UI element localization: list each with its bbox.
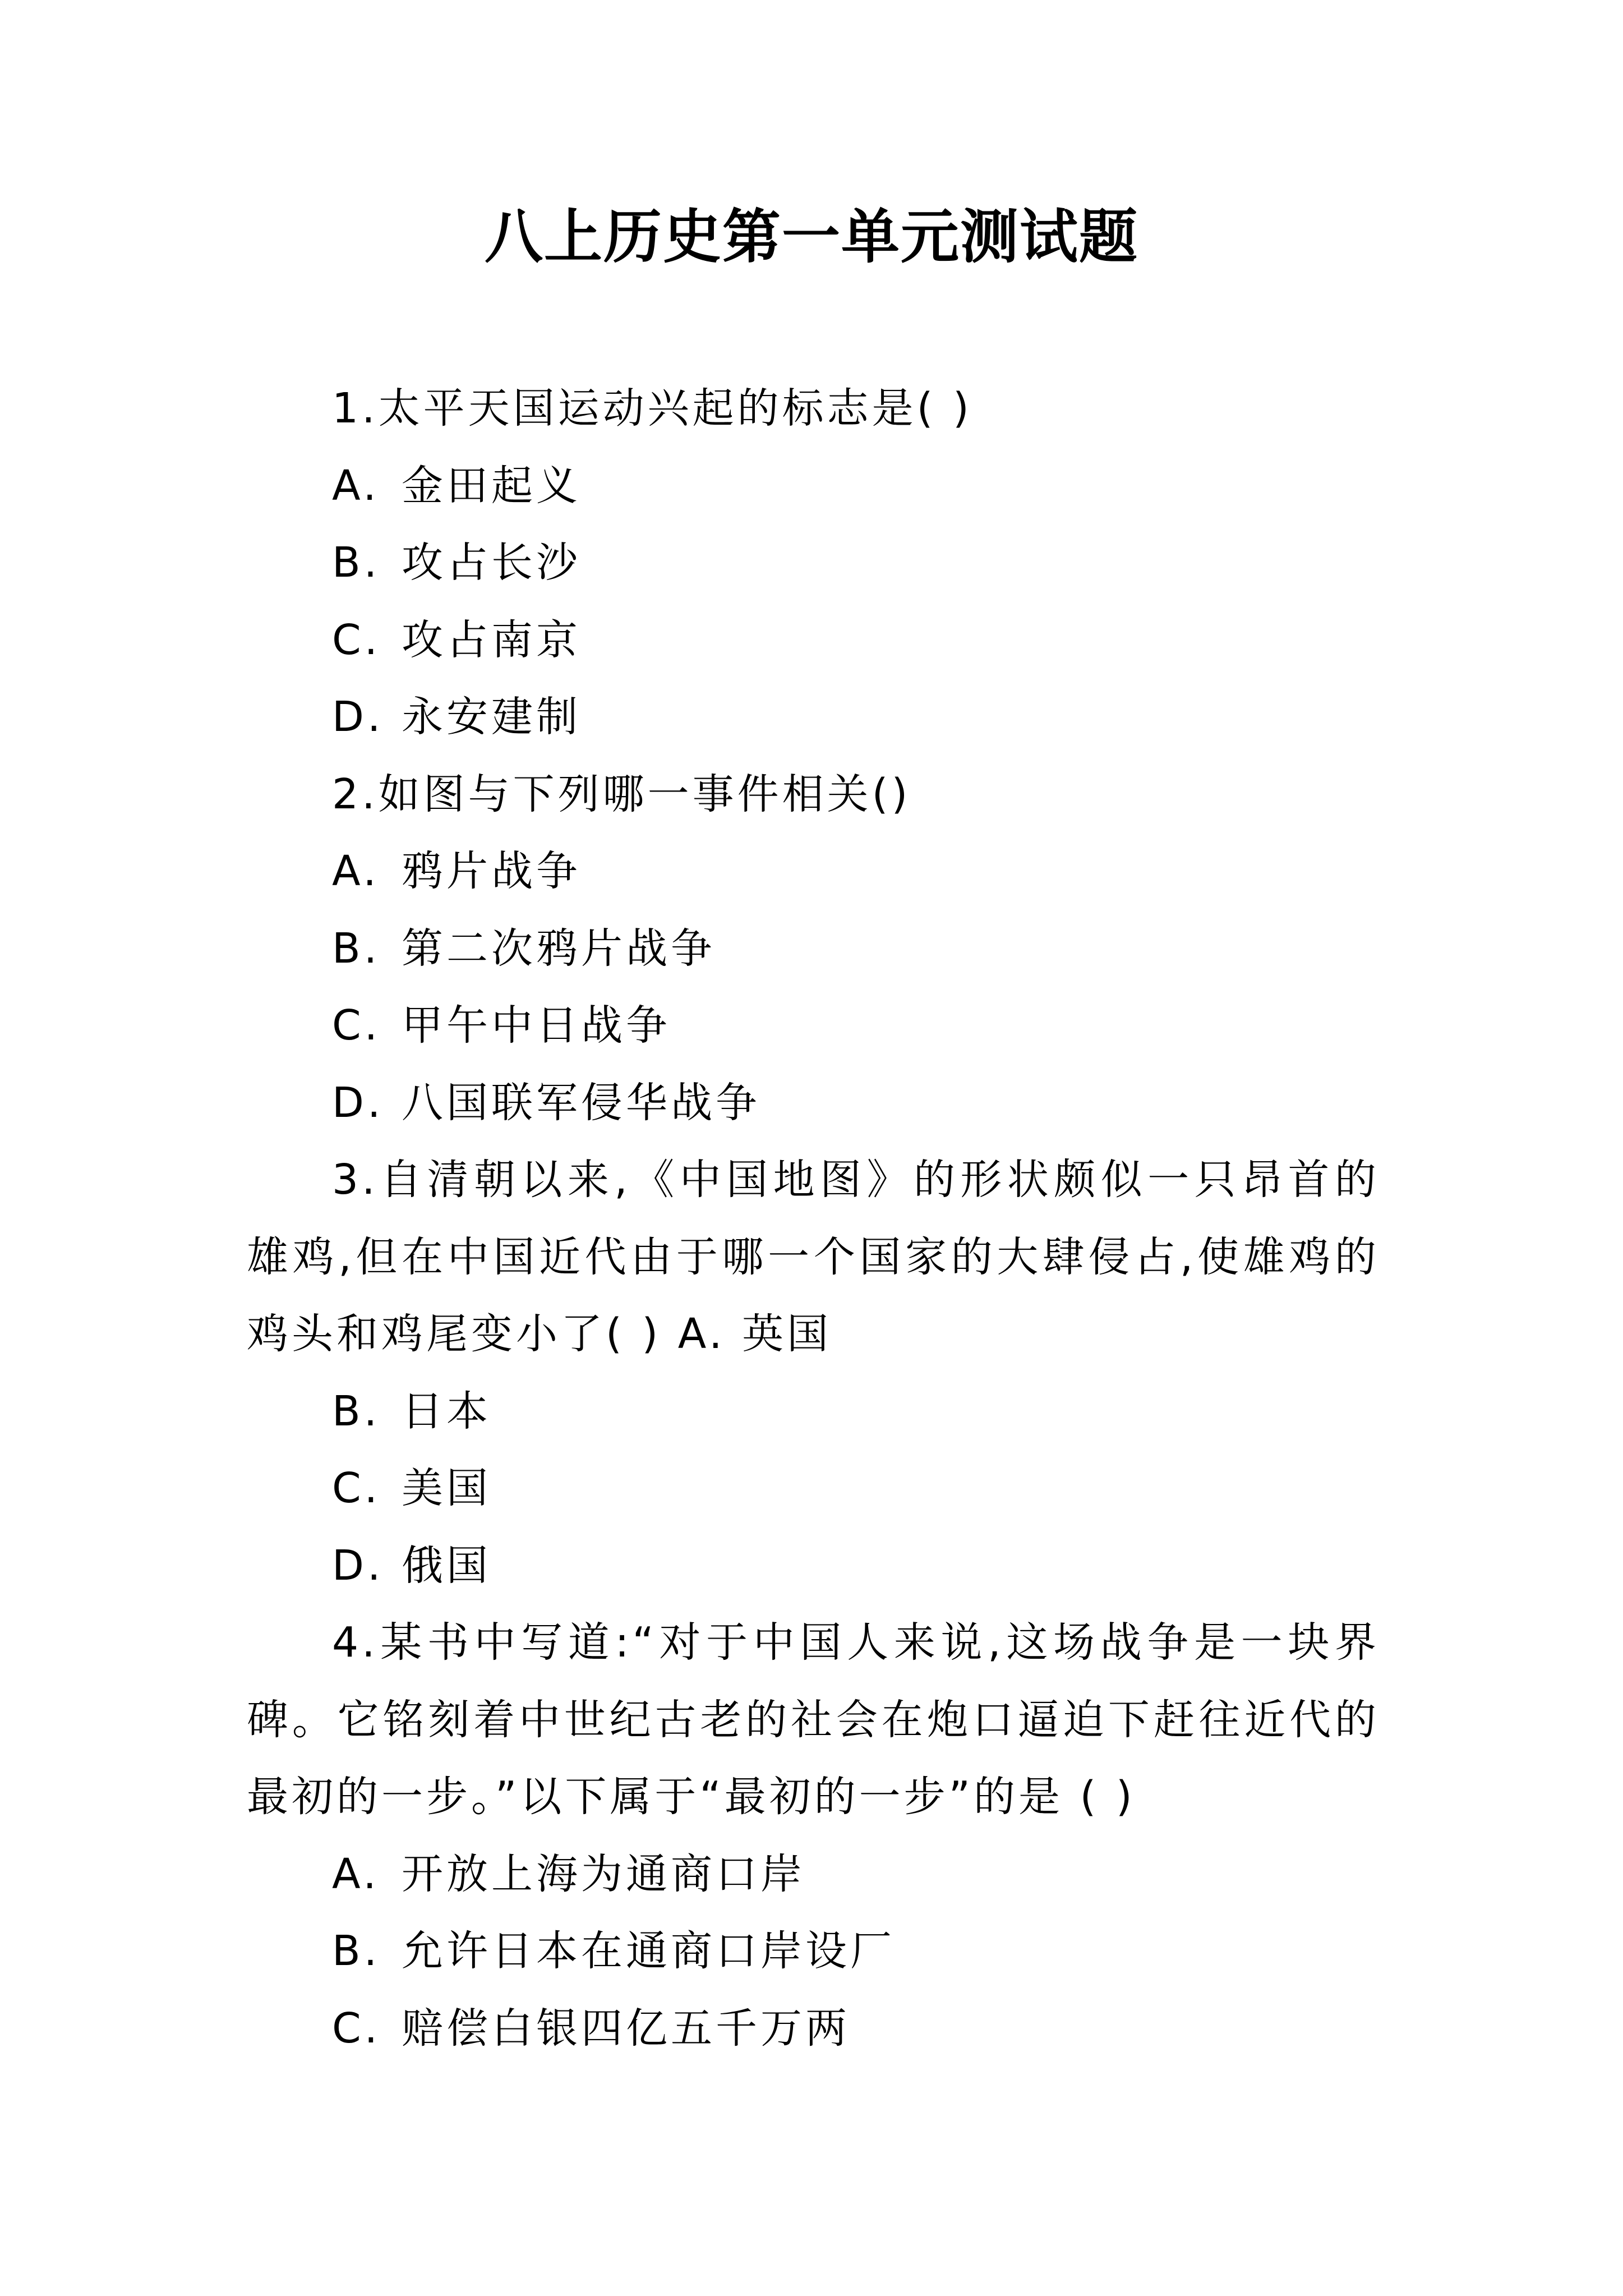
option-text: 日本 bbox=[402, 1387, 491, 1435]
option-text: 攻占南京 bbox=[402, 615, 581, 664]
question-4-option-b bbox=[247, 1913, 1380, 1990]
option-text: 甲午中日战争 bbox=[402, 1001, 671, 1050]
question-3-stem: 3.自清朝以来,《中国地图》的形状颇似一只昂首的雄鸡,但在中国近代由于哪一个国家的大肆侵占,使雄鸡的鸡头和鸡尾变小了( ) A. 英国 bbox=[247, 1156, 1380, 1358]
option-letter: A. bbox=[332, 461, 380, 510]
option-letter: D. bbox=[332, 1541, 384, 1590]
question-1-option-d bbox=[247, 679, 1380, 756]
option-letter: D. bbox=[332, 693, 384, 741]
question-2-option-c bbox=[247, 987, 1380, 1065]
option-text: 美国 bbox=[402, 1464, 491, 1512]
question-2-option-a bbox=[247, 833, 1380, 910]
question-1-option-a bbox=[247, 448, 1380, 525]
question-4-option-a bbox=[247, 1836, 1380, 1913]
question-2-option-d bbox=[247, 1065, 1380, 1142]
option-letter: D. bbox=[332, 1078, 384, 1127]
question-1-stem: 1.太平天国运动兴起的标志是( ) bbox=[332, 384, 972, 432]
option-letter: B. bbox=[332, 1927, 381, 1975]
option-text: 第二次鸦片战争 bbox=[402, 924, 716, 973]
option-text: 赔偿白银四亿五千万两 bbox=[402, 2004, 850, 2053]
question-2-stem: 2.如图与下列哪一事件相关() bbox=[332, 770, 911, 818]
document-body bbox=[247, 370, 1380, 2067]
option-text: 开放上海为通商口岸 bbox=[402, 1849, 805, 1898]
option-letter: A. bbox=[332, 847, 380, 895]
question-2-option-b bbox=[247, 910, 1380, 988]
question-4-stem: 4.某书中写道:“对于中国人来说,这场战争是一块界碑。它铭刻着中世纪古老的社会在炮口逼迫下赶往近代的最初的一步。”以下属于“最初的一步”的是 ( ) bbox=[247, 1618, 1380, 1821]
option-text: 金田起义 bbox=[402, 461, 581, 510]
option-text: 允许日本在通商口岸设厂 bbox=[402, 1927, 895, 1975]
option-text: 永安建制 bbox=[402, 693, 581, 741]
option-letter: C. bbox=[332, 1001, 381, 1050]
option-letter: B. bbox=[332, 1387, 381, 1435]
option-letter: C. bbox=[332, 2004, 381, 2053]
question-1-option-b bbox=[247, 524, 1380, 602]
question-4-option-c bbox=[247, 1990, 1380, 2068]
question-3-option-d bbox=[247, 1527, 1380, 1605]
option-text: 攻占长沙 bbox=[402, 539, 581, 587]
question-3-option-b bbox=[247, 1373, 1380, 1451]
option-letter: C. bbox=[332, 1464, 381, 1512]
question-3-option-c bbox=[247, 1450, 1380, 1527]
option-letter: C. bbox=[332, 615, 381, 664]
page-title: 八上历史第一单元测试题 bbox=[484, 202, 1138, 271]
option-letter: B. bbox=[332, 539, 381, 587]
question-1-option-c bbox=[247, 602, 1380, 679]
option-text: 鸦片战争 bbox=[402, 847, 581, 895]
option-text: 俄国 bbox=[402, 1541, 491, 1590]
option-letter: B. bbox=[332, 924, 381, 973]
option-text: 八国联军侵华战争 bbox=[402, 1078, 760, 1127]
option-letter: A. bbox=[332, 1849, 380, 1898]
